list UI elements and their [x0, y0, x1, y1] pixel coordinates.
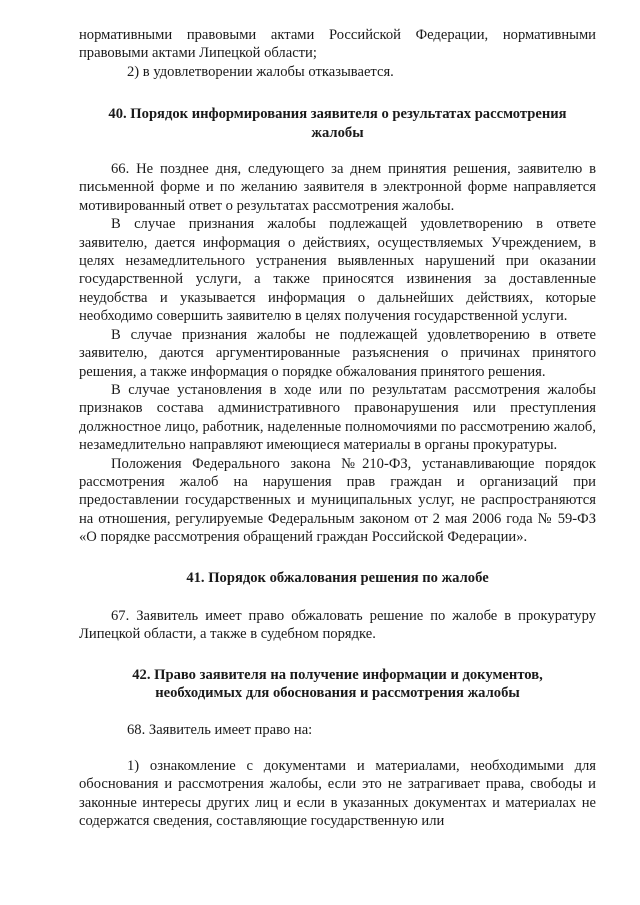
paragraph-law: Положения Федерального закона №210-ФЗ, устанавливающие порядок рассмотрения жалоб на нарушения прав граждан и организаций при предоставлении государственных и муниципальных услуг, не распространяются на отношения, регулируемые Федеральным законом от 2 мая 2006 года № 59-ФЗ «О порядке рассмотрения обращений граждан Российской Федерации».: [79, 455, 596, 546]
paragraph-violation: В случае установления в ходе или по результатам рассмотрения жалобы признаков состава административного правонарушения или преступления должностное лицо, работник, наделенные полномочиями по рассмотрению жалоб, незамедлительно направляют имеющиеся материалы в органы прокуратуры.: [79, 381, 596, 454]
section-42-heading: [79, 666, 596, 703]
section-41-heading: 41. Порядок обжалования решения по жалобе: [186, 569, 489, 586]
paragraph-not-satisfied: В случае признания жалобы не подлежащей удовлетворению в ответе заявителю, даются аргументированные разъяснения о причинах принятого решения, а также информация о порядке обжалования принятого решения.: [79, 326, 596, 380]
section-40-heading-line1: 40. Порядок информирования заявителя о результатах рассмотрения: [108, 106, 567, 123]
paragraph-68-item1: 1) ознакомление с документами и материалами, необходимыми для обоснования и рассмотрения жалобы, если это не затрагивает права, свободы и законные интересы других лиц и если в указанных документах и материалах не содержатся сведения, составляющие государственную или: [79, 758, 596, 830]
refusal-item: 2) в удовлетворении жалобы отказывается.: [127, 63, 394, 80]
section-42-heading-line1: 42. Право заявителя на получение информации и документов,: [132, 666, 543, 683]
paragraph-satisfied: В случае признания жалобы подлежащей удовлетворению в ответе заявителю, дается информация о действиях, осуществляемых Учреждением, в целях незамедлительного устранения выявленных нарушений при оказании государственной услуги, а также приносятся извинения за доставленные неудобства и указывается информация о дальнейших действиях, которые необходимо совершить заявителю в целях получения государственной услуги.: [79, 216, 596, 325]
section-42-heading-line2: необходимых для обоснования и рассмотрения жалобы: [155, 685, 520, 702]
section-40-heading-line2: жалобы: [311, 124, 364, 141]
paragraph-68: 68. Заявитель имеет право на:: [127, 721, 313, 738]
section-40-heading: [79, 105, 596, 142]
paragraph-67: 67. Заявитель имеет право обжаловать решение по жалобе в прокуратуру Липецкой области, а также в судебном порядке.: [79, 607, 596, 643]
paragraph-66: 66. Не позднее дня, следующего за днем принятия решения, заявителю в письменной форме и по желанию заявителя в электронной форме направляется мотивированный ответ о результатах рассмотрения жалобы.: [79, 161, 596, 214]
intro-line: нормативными правовыми актами Российской Федерации, нормативными правовыми актами Липецкой области;: [79, 27, 596, 62]
